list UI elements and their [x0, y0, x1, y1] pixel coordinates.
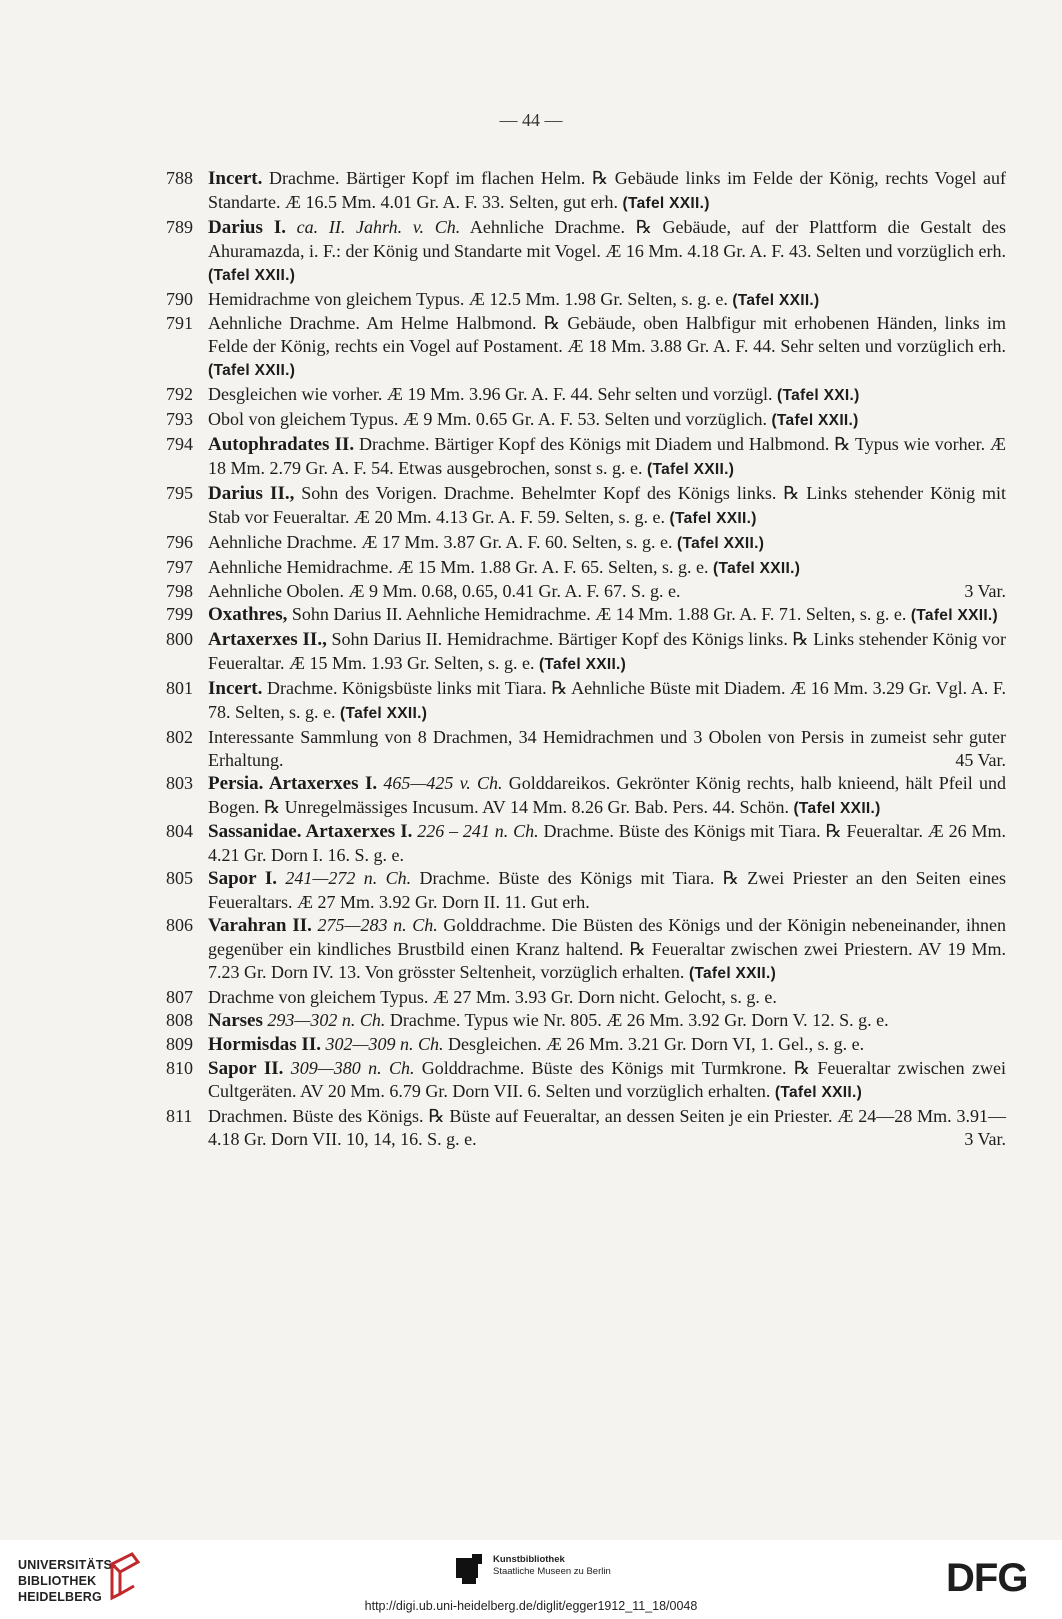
entry-description: Aehnliche Drachme. Am Helme Halbmond. ℞ Gebäude, oben Halbfigur mit erhobenen Händen, links im Felde der König, rechts ein Vogel auf Postament. Æ 18 Mm. 3.88 Gr. A. F. 44. Sehr selten und vorzüglich erh. [208, 313, 1006, 357]
entry-number: 807 [166, 986, 193, 1007]
entry-description [286, 217, 297, 237]
entry-description: Sohn Darius II. Hemidrachme. Bärtiger Kopf des Königs links. ℞ Links stehender König vor Feueraltar. Æ 15 Mm. 1.93 Gr. Selten, s. g. e. [208, 629, 1007, 674]
plate-reference: (Tafel XXII.) [910, 607, 998, 625]
page-number: — 44 — [499, 110, 563, 130]
entry-heading: Artaxerxes II., [208, 629, 327, 651]
entry-text [208, 433, 1006, 482]
entry-date: 309—380 n. Ch. [290, 1057, 415, 1078]
plate-reference: (Tafel XXII.) [622, 194, 710, 212]
entry-number: 809 [166, 1033, 193, 1054]
entry-description: Aehnliche Drachme. Æ 17 Mm. 3.87 Gr. A. F. 60. Selten, s. g. e. [208, 531, 678, 552]
entry-number: 808 [166, 1009, 193, 1030]
entry-description: Drachme. Typus wie Nr. 805. Æ 26 Mm. 3.92 Gr. Dorn V. 12. S. g. e. [385, 1009, 889, 1030]
footer-bar [0, 1540, 1062, 1619]
entry-number: 802 [166, 726, 193, 747]
entry-date: ca. II. Jahrh. v. Ch. [296, 216, 461, 237]
entry-heading: Darius I. [208, 216, 286, 238]
entry-number: 798 [166, 581, 193, 602]
entry-text [208, 726, 1006, 772]
entry-description: Golddareikos. Gekrönter König rechts, halb knieend, hält Pfeil und Bogen. ℞ Unregelmässiges Incusum. AV 14 Mm. 8.26 Gr. Bab. Pers. 44. Schön. [208, 772, 1006, 817]
catalog-entry [166, 820, 1006, 867]
entry-description: Sohn des Vorigen. Drachme. Behelmter Kopf des Königs links. ℞ Links stehender König mit Stab vor Feueraltar. Æ 20 Mm. 4.13 Gr. A. F. 59. Selten, s. g. e. [208, 482, 1006, 527]
entry-number: 796 [166, 531, 193, 552]
plate-reference: (Tafel XXI.) [777, 387, 860, 405]
catalog-entry [166, 531, 1006, 556]
source-url[interactable]: http://digi.ub.uni-heidelberg.de/diglit/egger1912_11_18/0048 [364, 1599, 698, 1613]
catalog-entry [166, 726, 1006, 772]
variant-count: 3 Var. [964, 1129, 1006, 1150]
entry-text [208, 408, 1006, 433]
entry-number: 806 [166, 915, 193, 936]
entry-text [208, 1105, 1006, 1151]
university-library-name: UNIVERSITÄTS- BIBLIOTHEK HEIDELBERG [18, 1558, 117, 1604]
entry-text [208, 628, 1006, 677]
plate-reference: (Tafel XXII.) [713, 559, 801, 577]
catalog-entry [166, 312, 1006, 383]
entry-number: 803 [166, 772, 193, 793]
plate-reference: (Tafel XXII.) [647, 460, 735, 478]
entry-text [208, 1033, 1006, 1057]
entry-number: 788 [166, 168, 193, 188]
entry-heading: Oxathres, [208, 604, 288, 626]
entry-description: Aehnliche Drachme. ℞ Gebäude, auf der Plattform die Gestalt des Ahuramazda, i. F.: der König und Standarte mit Vogel. Æ 16 Mm. 4.18 Gr. A. F. 43. Selten und vorzüglich erh. [208, 216, 1007, 261]
entry-text [208, 216, 1006, 288]
entry-description: Drachme. Büste des Königs mit Tiara. ℞ Zwei Priester an den Seiten eines Feueraltars. Æ 27 Mm. 3.92 Gr. Dorn II. 11. Gut erh. [208, 868, 1007, 913]
entry-number: 793 [166, 409, 193, 430]
entry-text [208, 820, 1006, 867]
entry-description: Aehnliche Hemidrachme. Æ 15 Mm. 1.88 Gr. A. F. 65. Selten, s. g. e. [208, 556, 713, 577]
entry-date: 302—309 n. Ch. [325, 1033, 444, 1054]
catalog-entry [166, 986, 1006, 1009]
plate-reference: (Tafel XXII.) [669, 509, 757, 527]
entry-number: 789 [166, 216, 193, 237]
entry-description: Sohn Darius II. Aehnliche Hemidrachme. Æ 14 Mm. 1.88 Gr. A. F. 71. Selten, s. g. e. [287, 604, 911, 625]
plate-reference: (Tafel XXII.) [208, 266, 296, 284]
entry-number: 792 [166, 384, 193, 405]
catalog-entry [166, 772, 1006, 821]
entry-text [208, 167, 1006, 216]
catalog-entry [166, 167, 1006, 216]
entry-description: Hemidrachme von gleichem Typus. Æ 12.5 Mm. 1.98 Gr. Selten, s. g. e. [208, 288, 733, 309]
plate-reference: (Tafel XXII.) [688, 964, 777, 982]
entry-description: Golddrachme. Die Büsten des Königs und der Königin nebeneinander, ihnen gegenüber ein kindliches Brustbild einen Kranz haltend. ℞ Feueraltar zwischen zwei Priestern. AV 19 Mm. 7.23 Gr. Dorn IV. 13. Von grösster Seltenheit, vorzüglich erhalten. [208, 915, 1007, 982]
entry-description: Drachme von gleichem Typus. Æ 27 Mm. 3.93 Gr. Dorn nicht. Gelocht, s. g. e. [208, 986, 777, 1007]
entry-heading: Incert. [208, 168, 263, 189]
variant-count: 3 Var. [964, 581, 1006, 602]
entry-description: Aehnliche Obolen. Æ 9 Mm. 0.68, 0.65, 0.41 Gr. A. F. 67. S. g. e. [208, 581, 681, 602]
entry-number: 790 [166, 288, 193, 309]
entry-description: Drachme. Büste des Königs mit Tiara. ℞ Feueraltar. Æ 26 Mm. 4.21 Gr. Dorn I. 16. S. g. e. [208, 821, 1006, 866]
entry-text [208, 986, 1006, 1009]
entry-description: Interessante Sammlung von 8 Drachmen, 34 Hemidrachmen und 3 Obolen von Persis in zumeist sehr guter Erhaltung. [208, 726, 1006, 770]
entry-heading: Narses [208, 1009, 263, 1031]
catalog-entry [166, 628, 1006, 677]
entry-description: Desgleichen wie vorher. Æ 19 Mm. 3.96 Gr. A. F. 44. Sehr selten und vorzügl. [208, 384, 777, 405]
entry-description: Golddrachme. Büste des Königs mit Turmkrone. ℞ Feueraltar zwischen zwei Cultgeräten. AV 20 Mm. 6.79 Gr. Dorn VII. 6. Selten und vorzüglich erhalten. [208, 1057, 1007, 1102]
catalog-entries [166, 167, 1006, 1151]
entry-number: 791 [166, 313, 193, 334]
entry-number: 805 [166, 868, 193, 889]
entry-heading: Sapor I. [208, 868, 277, 890]
catalog-entry [166, 867, 1006, 914]
entry-description: Obol von gleichem Typus. Æ 9 Mm. 0.65 Gr. A. F. 53. Selten und vorzüglich. [208, 409, 772, 430]
catalog-entry [166, 603, 1006, 628]
entry-number: 797 [166, 556, 193, 577]
entry-number: 799 [166, 604, 193, 625]
catalog-entry [166, 1033, 1006, 1057]
entry-heading: Persia. Artaxerxes I. [208, 772, 378, 794]
catalog-entry [166, 580, 1006, 603]
entry-text [208, 580, 1006, 603]
entry-text [208, 312, 1006, 383]
plate-reference: (Tafel XXII.) [340, 704, 428, 722]
catalog-entry [166, 1009, 1006, 1033]
catalog-entry [166, 677, 1006, 726]
entry-description: Drachmen. Büste des Königs. ℞ Büste auf Feueraltar, an dessen Seiten je ein Priester. Æ 24—28 Mm. 3.91—4.18 Gr. Dorn VII. 10, 14, 16. S. g. e. [208, 1106, 1006, 1150]
entry-text [208, 531, 1006, 556]
catalog-entry [166, 482, 1006, 531]
entry-number: 810 [166, 1057, 193, 1078]
university-library-logo-icon [108, 1550, 144, 1602]
entry-number: 801 [166, 678, 193, 699]
entry-number: 811 [166, 1106, 193, 1127]
entry-heading: Hormisdas II. [208, 1033, 321, 1055]
catalog-entry [166, 914, 1006, 986]
entry-description: Drachme. Bärtiger Kopf des Königs mit Diadem und Halbmond. ℞ Typus wie vorher. Æ 18 Mm. 2.79 Gr. A. F. 54. Etwas ausgebrochen, sonst s. g. e. [208, 433, 1006, 478]
entry-text [208, 482, 1006, 531]
entry-text [208, 867, 1006, 914]
catalog-entry [166, 216, 1006, 288]
entry-date: 275—283 n. Ch. [317, 915, 438, 936]
entry-number: 800 [166, 629, 193, 650]
entry-description [283, 1058, 290, 1078]
catalog-entry [166, 1105, 1006, 1151]
catalog-entry [166, 433, 1006, 482]
plate-reference: (Tafel XXII.) [771, 412, 859, 430]
entry-heading: Sapor II. [208, 1057, 284, 1079]
entry-text [208, 603, 1006, 628]
entry-text [208, 914, 1006, 986]
entry-text [208, 556, 1006, 581]
entry-text [208, 1009, 1006, 1033]
plate-reference: (Tafel XXII.) [774, 1084, 863, 1102]
entry-text [208, 288, 1006, 313]
entry-text [208, 383, 1006, 408]
entry-heading: Autophradates II. [208, 433, 355, 455]
plate-reference: (Tafel XXII.) [732, 291, 820, 309]
entry-date: 465—425 v. Ch. [383, 772, 503, 793]
entry-date: 241—272 n. Ch. [285, 868, 412, 889]
catalog-entry [166, 408, 1006, 433]
entry-number: 795 [166, 482, 193, 503]
entry-number: 794 [166, 433, 193, 454]
entry-description: Drachme. Bärtiger Kopf im flachen Helm. ℞ Gebäude links im Felde der König, rechts Vogel auf Standarte. Æ 16.5 Mm. 4.01 Gr. A. F. 33. Selten, gut erh. [208, 168, 1006, 212]
entry-number: 804 [166, 821, 193, 842]
entry-date: 226 – 241 n. Ch. [417, 821, 539, 842]
entry-text [208, 677, 1006, 726]
entry-description: Desgleichen. Æ 26 Mm. 3.21 Gr. Dorn VI, 1. Gel., s. g. e. [443, 1033, 865, 1054]
entry-heading: Sassanidae. Artaxerxes I. [208, 821, 413, 843]
plate-reference: (Tafel XXII.) [208, 362, 296, 380]
kunstbibliothek-label: Kunstbibliothek Staatliche Museen zu Berlin [493, 1554, 611, 1577]
entry-date: 293—302 n. Ch. [267, 1009, 386, 1030]
entry-text [208, 1057, 1006, 1106]
entry-text [208, 772, 1006, 821]
kunstbibliothek-logo-icon [456, 1554, 486, 1584]
entry-heading: Darius II., [208, 482, 295, 504]
entry-heading: Varahran II. [208, 915, 312, 937]
catalog-entry [166, 383, 1006, 408]
catalog-entry [166, 288, 1006, 313]
plate-reference: (Tafel XXII.) [793, 799, 881, 817]
catalog-entry [166, 556, 1006, 581]
variant-count: 45 Var. [955, 749, 1006, 770]
entry-description: Drachme. Königsbüste links mit Tiara. ℞ Aehnliche Büste mit Diadem. Æ 16 Mm. 3.29 Gr. Vgl. A. F. 78. Selten, s. g. e. [208, 678, 1006, 722]
dfg-logo: DFG [946, 1556, 1028, 1600]
catalog-entry [166, 1057, 1006, 1106]
plate-reference: (Tafel XXII.) [677, 534, 765, 552]
entry-heading: Incert. [208, 678, 263, 700]
plate-reference: (Tafel XXII.) [538, 656, 627, 674]
